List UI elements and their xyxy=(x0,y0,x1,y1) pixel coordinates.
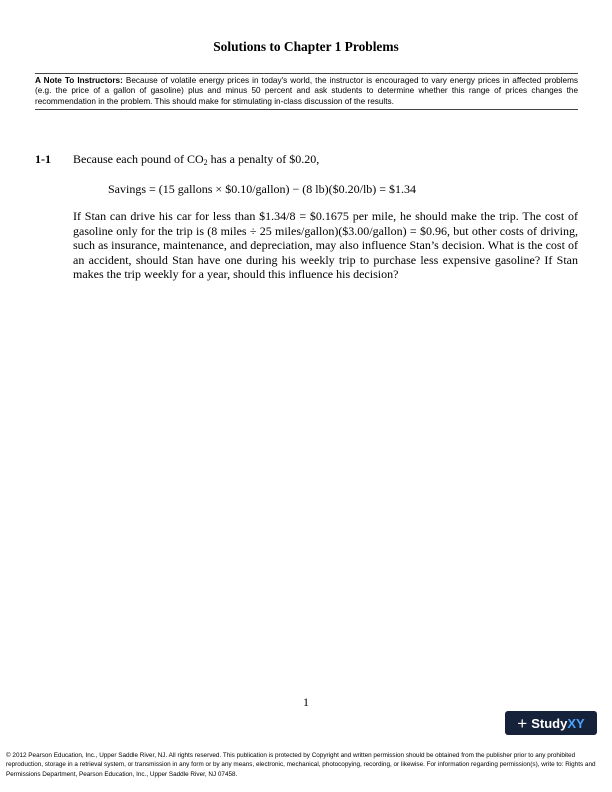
note-lead: A Note To Instructors: xyxy=(35,76,123,85)
plus-icon: + xyxy=(517,713,528,733)
savings-equation: Savings = (15 gallons × $0.10/gallon) − (8 lb)($0.20/lb) = $1.34 xyxy=(108,182,417,196)
problem-intro-after: has a penalty of $0.20, xyxy=(207,152,320,166)
problem-body: If Stan can drive his car for less than $1.34/8 = $0.1675 per mile, he should make the trip. The cost of gasoline only for the trip is (8 miles ÷ 25 miles/gallon)($3.00/gallon) = $0.96, but other costs of driving, such as insurance, maintenance, and depreciation, may also influence Stan’s decision. What is the cost of an accident, should Stan have one during his weekly trip to purchase less expensive gasoline? If Stan makes the trip weekly for a year, should this influence his decision? xyxy=(73,209,578,282)
logo-accent: XY xyxy=(567,715,585,731)
problem-intro xyxy=(73,152,319,167)
page-title: Solutions to Chapter 1 Problems xyxy=(213,39,399,54)
problem-intro-before: Because each pound of CO xyxy=(73,152,204,166)
instructor-note xyxy=(35,73,578,110)
note-text: Because of volatile energy prices in today's world, the instructor is encouraged to vary energy prices in affected problems (e.g. the price of a gallon of gasoline) plus and minus 50 percent and ask students to determine whether this range of prices changes the recommendation in the problem. This should make for stimulating in-class discussion of the results. xyxy=(35,76,579,106)
logo-text xyxy=(531,716,584,731)
page-number: 1 xyxy=(303,695,309,709)
studyxy-logo[interactable] xyxy=(505,711,597,735)
logo-word: Study xyxy=(531,715,568,731)
copyright-notice: © 2012 Pearson Education, Inc., Upper Saddle River, NJ. All rights reserved. This publication is protected by Copyright and written permission should be obtained from the publisher prior to any prohibited reproduction, storage in a retrieval system, or transmission in any form or by any means, electronic, mechanical, photocopying, recording, or likewise. For information regarding permission(s), write to: Rights and Permissions Department, Pearson Education, Inc., Upper Saddle River, NJ 07458. xyxy=(6,752,596,778)
problem-number: 1-1 xyxy=(35,152,51,166)
problem-intro-subscript: 2 xyxy=(203,158,208,167)
